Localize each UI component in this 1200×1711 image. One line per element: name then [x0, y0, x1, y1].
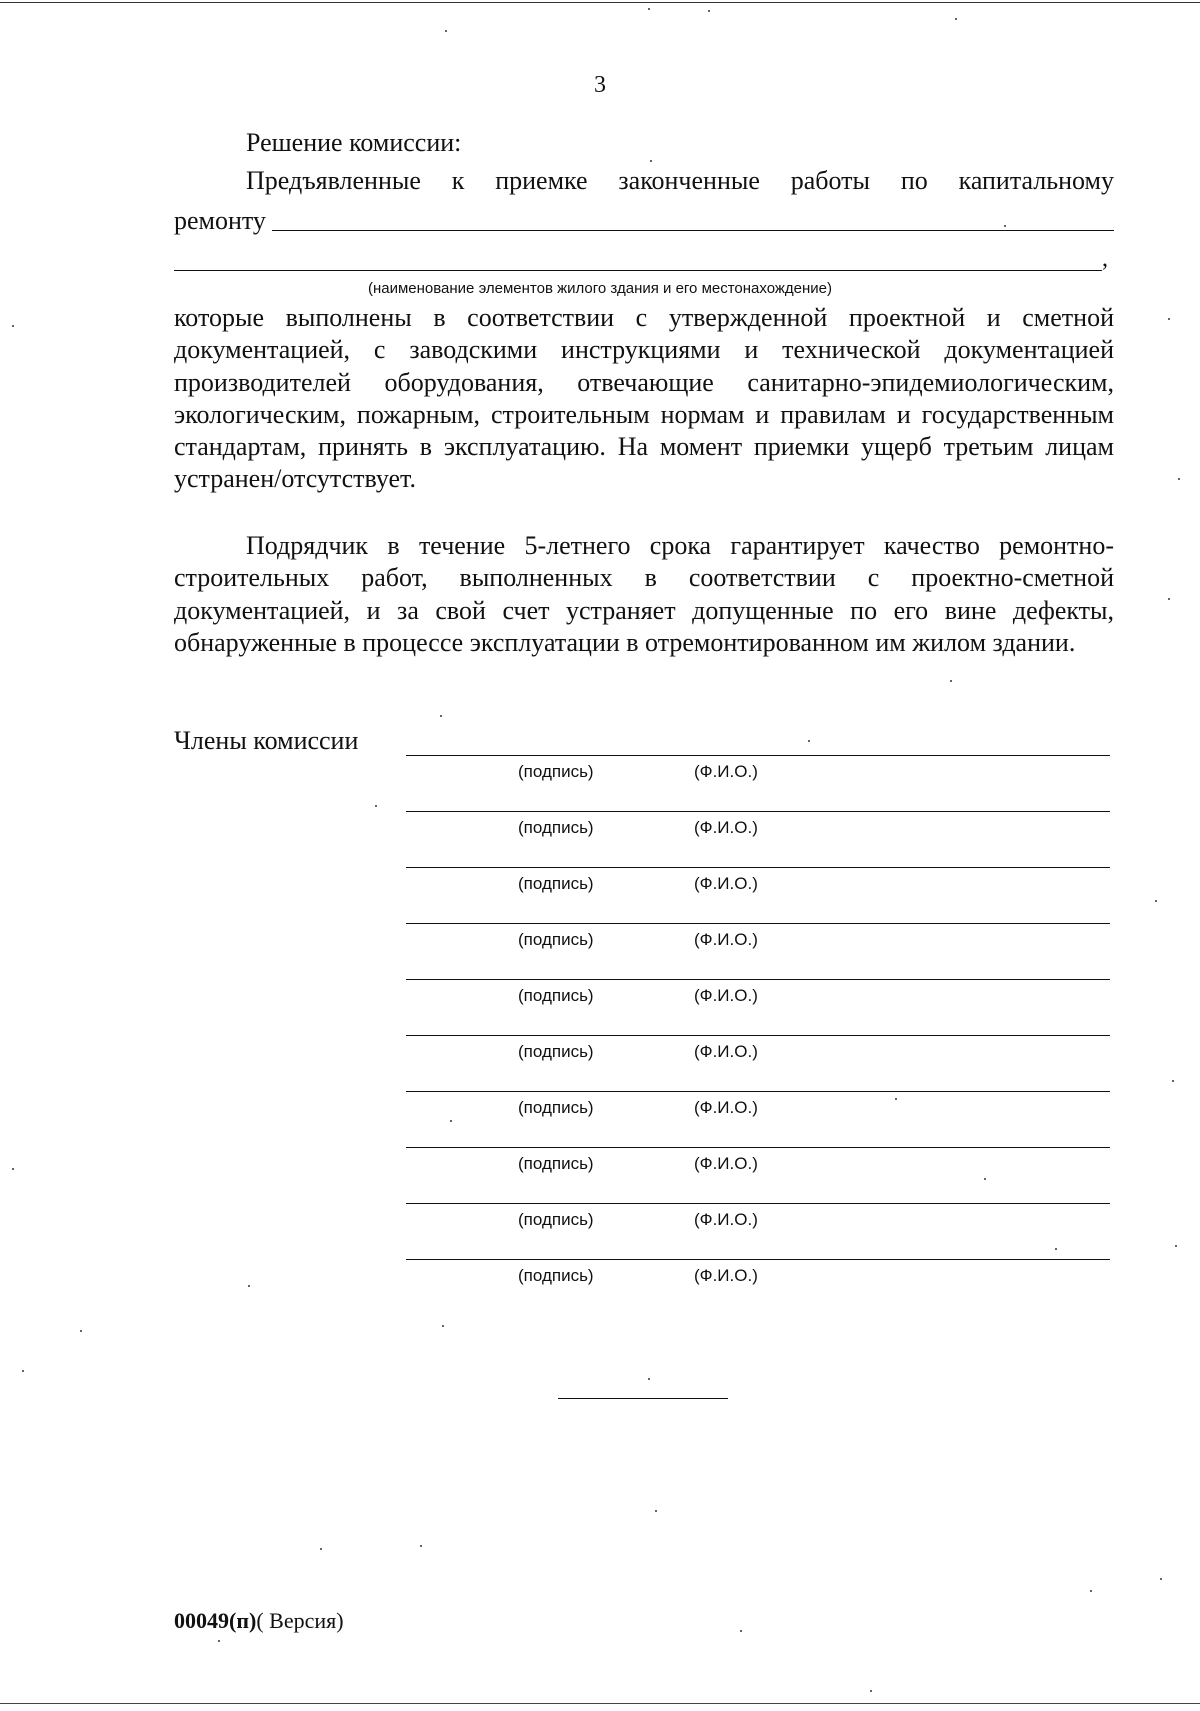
scan-speck	[708, 10, 710, 12]
signature-row	[406, 1259, 1110, 1290]
scan-speck	[650, 160, 652, 162]
scan-speck	[1172, 1080, 1174, 1082]
warranty-paragraph: Подрядчик в течение 5-летнего срока гарантирует качество ремонтно-строительных работ, выполненных в соответствии с проектно-сметной документацией, и за свой счет устраняет допущенные по его вине дефекты, обнаруженные в процессе эксплуатации в отремонтированном им жилом здании.	[174, 531, 1114, 657]
scan-speck	[1175, 1245, 1177, 1247]
full-name-caption: (Ф.И.О.)	[694, 1266, 758, 1285]
full-name-caption: (Ф.И.О.)	[694, 986, 758, 1005]
document-version: ( Версия)	[256, 1608, 344, 1633]
full-name-caption: (Ф.И.О.)	[694, 762, 758, 781]
scan-edge-bottom	[0, 1703, 1200, 1704]
signature-caption: (подпись)	[518, 986, 594, 1005]
repair-field-row	[174, 204, 1114, 236]
signature-row	[406, 1035, 1110, 1066]
scan-speck	[420, 1545, 422, 1547]
signature-caption: (подпись)	[518, 818, 594, 837]
end-of-text-line	[558, 1398, 728, 1399]
scan-speck	[870, 1690, 872, 1692]
signature-captions	[406, 1036, 1110, 1066]
scan-speck	[445, 30, 447, 32]
scan-speck	[1160, 1578, 1162, 1580]
scan-speck	[375, 805, 377, 807]
full-name-caption: (Ф.И.О.)	[694, 1098, 758, 1117]
signature-row	[406, 867, 1110, 898]
scan-speck	[1168, 598, 1170, 600]
scan-speck	[1178, 478, 1180, 480]
signature-caption: (подпись)	[518, 1042, 594, 1061]
signature-captions	[406, 980, 1110, 1010]
scan-speck	[950, 680, 952, 682]
signature-row	[406, 1203, 1110, 1234]
scan-speck	[740, 1630, 742, 1632]
scan-speck	[648, 1378, 650, 1380]
scan-speck	[1168, 318, 1170, 320]
scan-speck	[248, 1285, 250, 1287]
repair-fill-line	[272, 204, 1114, 231]
full-name-caption: (Ф.И.О.)	[694, 1154, 758, 1173]
document-code-number: 00049(п)	[174, 1608, 257, 1633]
scan-speck	[320, 1548, 322, 1550]
signature-captions	[406, 812, 1110, 842]
scan-speck	[218, 1640, 220, 1642]
scan-speck	[1055, 1248, 1057, 1250]
signature-caption: (подпись)	[518, 1266, 594, 1285]
scan-speck	[984, 1178, 986, 1180]
scan-speck	[895, 1098, 897, 1100]
repair-label: ремонту	[174, 206, 266, 235]
signature-row	[406, 811, 1110, 842]
signature-captions	[406, 1092, 1110, 1122]
scan-speck	[22, 1370, 24, 1372]
full-name-caption: (Ф.И.О.)	[694, 874, 758, 893]
full-name-caption: (Ф.И.О.)	[694, 818, 758, 837]
scan-speck	[648, 8, 650, 10]
signature-caption: (подпись)	[518, 874, 594, 893]
scan-speck	[450, 1120, 452, 1122]
signature-captions	[406, 1260, 1110, 1290]
signature-row	[406, 979, 1110, 1010]
signature-captions	[406, 1148, 1110, 1178]
scan-speck	[955, 18, 957, 20]
scan-speck	[440, 715, 442, 717]
scan-speck	[80, 1330, 82, 1332]
signature-row	[406, 923, 1110, 954]
scan-speck	[1090, 1590, 1092, 1592]
signature-captions	[406, 868, 1110, 898]
scan-speck	[12, 1168, 14, 1170]
signature-row	[406, 1147, 1110, 1178]
scan-speck	[808, 740, 810, 742]
signature-caption: (подпись)	[518, 1098, 594, 1117]
decision-first-line: Предъявленные к приемке законченные работы по капитальному	[246, 166, 1114, 195]
signature-row	[406, 755, 1110, 786]
signature-captions	[406, 924, 1110, 954]
signature-captions	[406, 1204, 1110, 1234]
signature-caption: (подпись)	[518, 930, 594, 949]
scan-speck	[1004, 225, 1006, 227]
full-name-caption: (Ф.И.О.)	[694, 930, 758, 949]
signature-caption: (подпись)	[518, 762, 594, 781]
decision-heading: Решение комиссии:	[246, 128, 462, 157]
commission-members-label: Члены комиссии	[174, 726, 359, 755]
document-code	[174, 1608, 344, 1634]
scan-speck	[655, 1510, 657, 1512]
building-elements-caption: (наименование элементов жилого здания и его местонахождение)	[367, 280, 833, 297]
decision-paragraph: которые выполнены в соответствии с утвержденной проектной и сметной документацией, с заводскими инструкциями и технической документацией производителей оборудования, отвечающие санитарно-эпидемиологическим, экологическим, пожарным, строительным нормам и правилам и государственным стандартам, принять в эксплуатацию. На момент приемки ущерб третьим лицам устранен/отсутствует.	[174, 303, 1114, 494]
signature-caption: (подпись)	[518, 1210, 594, 1229]
signature-row	[406, 1091, 1110, 1122]
full-name-caption: (Ф.И.О.)	[694, 1042, 758, 1061]
signature-captions	[406, 756, 1110, 786]
building-elements-fill-line	[174, 270, 1102, 271]
scan-speck	[12, 325, 14, 327]
signature-caption: (подпись)	[518, 1154, 594, 1173]
page-number: 3	[594, 72, 606, 98]
scan-speck	[442, 1325, 444, 1327]
fill-line-comma: ,	[1102, 246, 1108, 272]
full-name-caption: (Ф.И.О.)	[694, 1210, 758, 1229]
scan-speck	[1155, 900, 1157, 902]
scan-edge-top	[0, 2, 1200, 3]
